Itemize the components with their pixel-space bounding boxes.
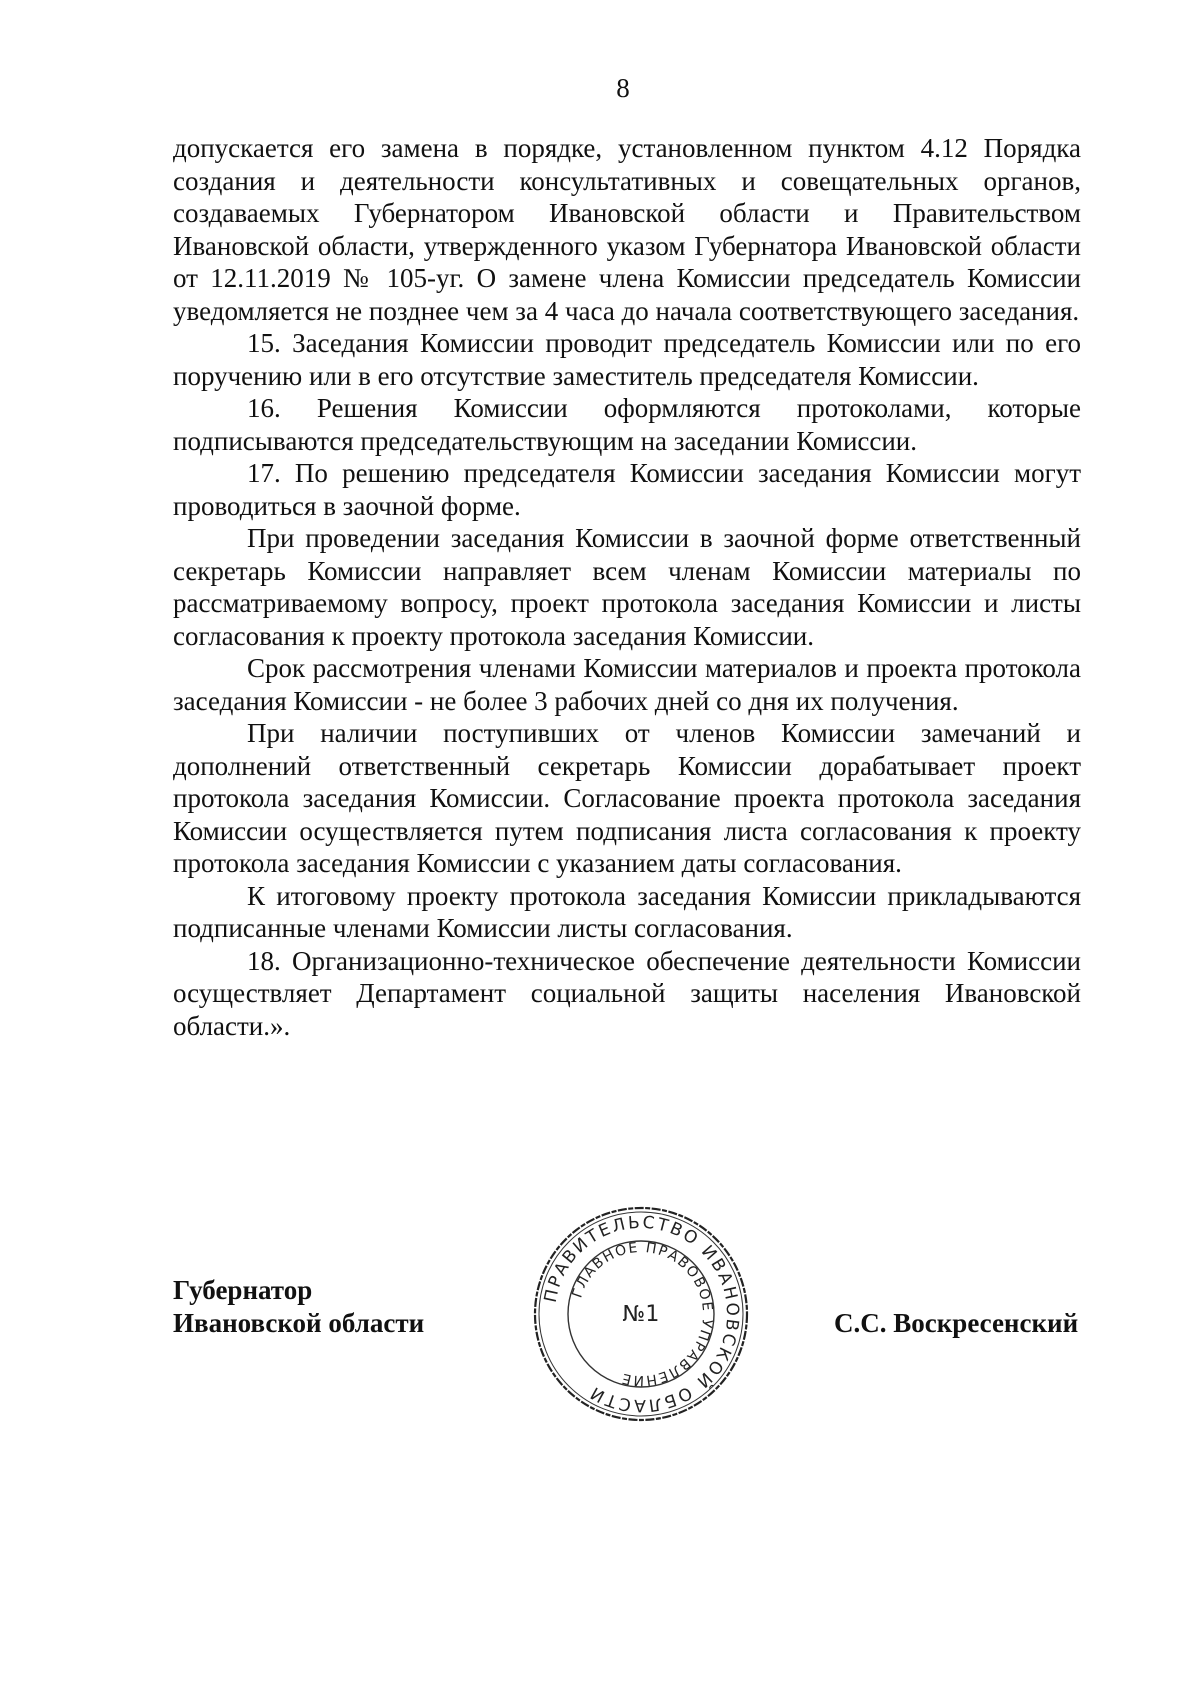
signatory-position-line2: Ивановской области xyxy=(173,1308,425,1338)
paragraph-item-17: 17. По решению председателя Комиссии заседания Комиссии могут проводиться в заочной форме. xyxy=(173,458,1081,521)
paragraph-item-15: 15. Заседания Комиссии проводит председатель Комиссии или по его поручению или в его отсутствие заместитель председателя Комиссии. xyxy=(173,328,1081,391)
signatory-name: С.С. Воскресенский xyxy=(834,1308,1079,1338)
paragraph-continuation: допускается его замена в порядке, установленном пунктом 4.12 Порядка создания и деятельности консультативных и совещательных органов, создаваемых Губернатором Ивановской области и Правительством Ивановской области, утвержденного указом Губернатора Ивановской области от 12.11.2019 № 105-уг. О замене члена Комиссии председатель Комиссии уведомляется не позднее чем за 4 часа до начала соответствующего заседания. xyxy=(173,133,1081,326)
signatory-position xyxy=(173,1274,424,1340)
seal-inner-text: ГЛАВНОЕ ПРАВОВОЕ УПРАВЛЕНИЕ xyxy=(569,1239,716,1389)
paragraph-item-18: 18. Организационно-техническое обеспечение деятельности Комиссии осуществляет Департамент социальной защиты населения Ивановской области.». xyxy=(173,945,1081,1041)
paragraph-absentee-procedure: При проведении заседания Комиссии в заочной форме ответственный секретарь Комиссии направляет всем членам Комиссии материалы по рассматриваемому вопросу, проект протокола заседания Комиссии и листы согласования к проекту протокола заседания Комиссии. xyxy=(173,523,1081,651)
seal-number: №1 xyxy=(622,1302,660,1327)
document-body xyxy=(173,132,1081,1042)
signatory-position-line1: Губернатор xyxy=(173,1275,313,1305)
paragraph-item-16: 16. Решения Комиссии оформляются протоколами, которые подписываются председательствующим на заседании Комиссии. xyxy=(173,393,1081,456)
paragraph-review-period: Срок рассмотрения членами Комиссии материалов и проекта протокола заседания Комиссии - не более 3 рабочих дней со дня их получения. xyxy=(173,653,1081,716)
official-seal-stamp xyxy=(530,1203,752,1425)
paragraph-remarks: При наличии поступивших от членов Комиссии замечаний и дополнений ответственный секретарь Комиссии дорабатывает проект протокола заседания Комиссии. Согласование проекта протокола заседания Комиссии осуществляется путем подписания листа согласования к проекту протокола заседания Комиссии с указанием даты согласования. xyxy=(173,718,1081,878)
seal-outer-text: ПРАВИТЕЛЬСТВО ИВАНОВСКОЙ ОБЛАСТИ xyxy=(540,1212,743,1416)
seal-graphic xyxy=(530,1203,752,1425)
page-number: 8 xyxy=(616,73,630,103)
paragraph-final-draft: К итоговому проекту протокола заседания Комиссии прикладываются подписанные членами Комиссии листы согласования. xyxy=(173,880,1081,943)
